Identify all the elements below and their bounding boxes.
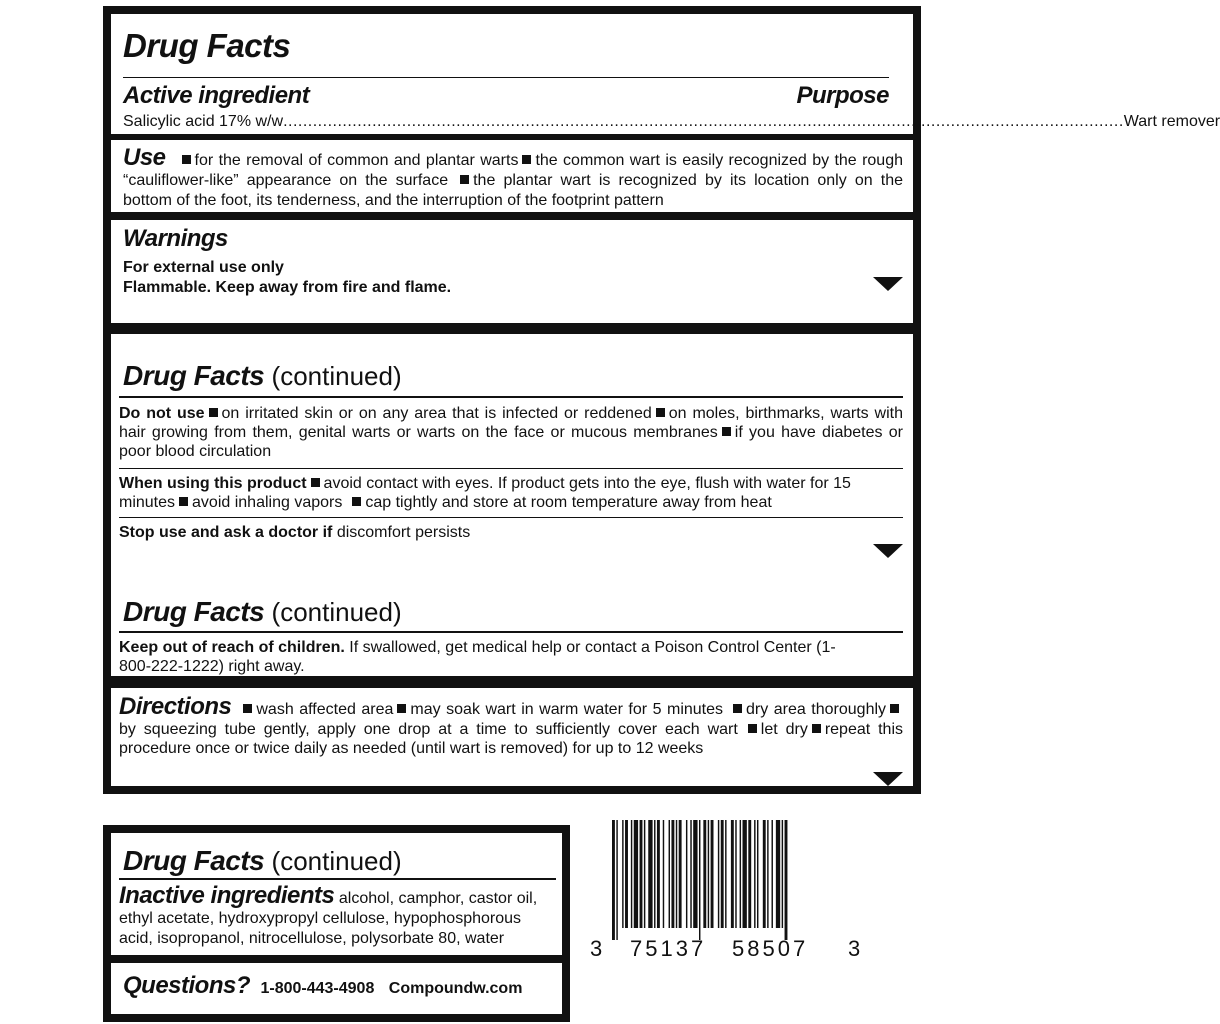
drug-facts-bottom-panel xyxy=(103,825,570,1022)
continue-arrow-icon xyxy=(873,772,903,786)
barcode-bar xyxy=(622,820,623,928)
barcode-bar xyxy=(657,820,660,928)
continued-title-text: Drug Facts xyxy=(123,360,265,391)
barcode-bar xyxy=(671,820,674,928)
barcode-bars xyxy=(612,820,842,940)
barcode-bar xyxy=(625,820,628,928)
warnings-line-1: For external use only xyxy=(123,259,284,276)
directions-text xyxy=(119,694,903,758)
barcode-bar xyxy=(785,820,788,940)
continue-arrow-icon xyxy=(873,544,903,558)
barcode-bar xyxy=(616,820,617,940)
bullet-icon xyxy=(748,724,757,733)
barcode-bar xyxy=(711,820,714,928)
barcode-bar xyxy=(631,820,632,928)
do-not-use-item: on moles, birthmarks, warts with hair growing from them, genital warts or warts on the face or mucous membranes xyxy=(119,405,904,441)
continued-warnings-section xyxy=(111,334,913,676)
bullet-icon xyxy=(890,704,899,713)
barcode-bar xyxy=(654,820,655,928)
directions-item: may soak wart in warm water for 5 minutes xyxy=(410,701,724,718)
directions-item: wash affected area xyxy=(256,701,394,718)
barcode-bar xyxy=(743,820,747,928)
active-ingredient-name: Salicylic acid 17% w/w xyxy=(123,113,284,130)
inactive-text xyxy=(119,883,554,949)
use-section xyxy=(111,140,913,212)
questions-phone: 1-800-443-4908 xyxy=(260,980,375,997)
use-item: the plantar wart is recognized by its location only on the bottom of the foot, its tenderness, and the interruption of the footprint pattern xyxy=(123,172,904,209)
do-not-use-item: if you have diabetes or poor blood circulation xyxy=(119,424,903,460)
barcode-bar xyxy=(612,820,615,940)
stop-use-label: Stop use and ask a doctor if xyxy=(119,524,333,541)
barcode-bar xyxy=(640,820,643,928)
bullet-icon xyxy=(243,704,252,713)
barcode-bar xyxy=(772,820,773,928)
when-using-item: avoid contact with eyes. If product gets into the eye, flush with water for 15 minutes xyxy=(119,475,851,511)
barcode-bar xyxy=(703,820,706,928)
directions-section xyxy=(111,688,913,786)
use-item: for the removal of common and plantar warts xyxy=(194,152,519,169)
barcode-bar xyxy=(735,820,736,928)
do-not-use-rule xyxy=(119,468,903,469)
barcode-bar xyxy=(644,820,645,928)
bullet-icon xyxy=(656,408,665,417)
stop-use-text xyxy=(119,523,903,542)
leader-dots: .......................................................................................................................................................................... xyxy=(283,113,1124,130)
drug-facts-main-panel xyxy=(103,6,1220,794)
continued-title-3 xyxy=(123,843,402,879)
when-using-item: avoid inhaling vapors xyxy=(192,494,343,511)
continued-rule xyxy=(119,631,903,633)
page-title: Drug Facts xyxy=(123,27,291,64)
bullet-icon xyxy=(522,155,531,164)
barcode-bar xyxy=(782,820,783,928)
active-ingredient-heading: Active ingredient xyxy=(123,82,310,109)
barcode-bar xyxy=(708,820,709,928)
barcode-bar xyxy=(748,820,751,928)
inactive-heading: Inactive ingredients xyxy=(119,882,335,909)
stop-use-condition: discomfort persists xyxy=(336,524,471,541)
barcode-bar xyxy=(731,820,734,928)
do-not-use-item: on irritated skin or on any area that is infected or reddened xyxy=(221,405,652,422)
use-heading: Use xyxy=(123,144,166,171)
active-ingredient-row xyxy=(123,112,1220,131)
bullet-icon xyxy=(397,704,406,713)
continued-label: (continued) xyxy=(271,846,402,876)
barcode-bar xyxy=(679,820,682,928)
barcode-bar xyxy=(763,820,766,928)
directions-item: dry area thoroughly xyxy=(746,701,887,718)
when-using-item: cap tightly and store at room temperature away from heat xyxy=(365,494,772,511)
bullet-icon xyxy=(182,155,191,164)
barcode-bar xyxy=(757,820,758,928)
inactive-list: alcohol, camphor, castor oil, ethyl acetate, hydroxypropyl cellulose, hypophosphorous acid, isopropanol, nitrocellulose, polysorbate 80, water xyxy=(119,890,538,947)
directions-item: let dry xyxy=(760,721,808,738)
continued-label: (continued) xyxy=(271,597,402,627)
barcode-group-1: 75137 xyxy=(630,936,707,961)
warnings-section xyxy=(111,220,913,323)
barcode-bar xyxy=(725,820,726,928)
keep-out-label: Keep out of reach of children. xyxy=(119,639,345,656)
directions-item: repeat this procedure once or twice daily as needed (until wart is removed) for up to 12 weeks xyxy=(119,721,903,757)
barcode-bar xyxy=(740,820,741,928)
barcode-group-2: 58507 xyxy=(732,936,809,961)
bullet-icon xyxy=(209,408,218,417)
continued-title-text: Drug Facts xyxy=(123,845,265,876)
when-using-text xyxy=(119,474,903,512)
barcode-left-digit: 3 xyxy=(590,936,606,961)
do-not-use-text xyxy=(119,404,903,461)
keep-out-body: If swallowed, get medical help or contact a Poison Control Center (1-800-222-1222) right away. xyxy=(119,639,836,675)
when-using-rule xyxy=(119,517,903,518)
active-ingredient-purpose: Wart remover xyxy=(1123,113,1220,130)
bullet-icon xyxy=(460,175,469,184)
barcode-bar xyxy=(699,820,700,940)
barcode xyxy=(590,820,864,961)
active-ingredient-section xyxy=(111,14,1220,134)
bullet-icon xyxy=(179,497,188,506)
questions-section xyxy=(111,963,562,1014)
directions-heading: Directions xyxy=(119,693,232,720)
questions-heading: Questions? xyxy=(123,972,251,999)
bullet-icon xyxy=(812,724,821,733)
bullet-icon xyxy=(352,497,361,506)
continue-arrow-icon xyxy=(873,277,903,291)
barcode-bar xyxy=(648,820,652,928)
continued-label: (continued) xyxy=(271,361,402,391)
warnings-line-2: Flammable. Keep away from fire and flame. xyxy=(123,279,452,296)
barcode-bar xyxy=(686,820,687,928)
bullet-icon xyxy=(733,704,742,713)
bullet-icon xyxy=(311,478,320,487)
barcode-bar xyxy=(754,820,755,928)
bullet-icon xyxy=(722,427,731,436)
do-not-use-label: Do not use xyxy=(119,405,205,422)
when-using-label: When using this product xyxy=(119,475,307,492)
questions-website: Compoundw.com xyxy=(388,980,523,997)
keep-out-text xyxy=(119,638,853,676)
barcode-bar xyxy=(767,820,768,928)
purpose-heading: Purpose xyxy=(796,82,889,109)
barcode-bar xyxy=(676,820,677,928)
title-rule xyxy=(123,77,889,78)
directions-item: by squeezing tube gently, apply one drop at a time to sufficiently cover each wart xyxy=(119,721,738,738)
barcode-bar xyxy=(776,820,780,928)
inactive-section xyxy=(111,833,562,955)
continued-title-1 xyxy=(123,358,402,394)
questions-row xyxy=(123,973,522,999)
barcode-bar xyxy=(721,820,724,928)
barcode-bar xyxy=(663,820,664,928)
continued-rule xyxy=(119,878,556,880)
barcode-bar xyxy=(693,820,697,928)
use-text xyxy=(123,145,903,211)
barcode-bar xyxy=(634,820,638,928)
use-item: the common wart is easily recognized by the rough “cauliflower-like” appearance on the surface xyxy=(123,152,903,189)
warnings-heading: Warnings xyxy=(123,225,228,252)
barcode-bar xyxy=(669,820,670,928)
barcode-bar xyxy=(690,820,691,928)
barcode-right-digit: 3 xyxy=(848,936,864,961)
barcode-bar xyxy=(718,820,719,928)
continued-rule xyxy=(119,396,903,398)
continued-title-2 xyxy=(123,594,402,630)
continued-title-text: Drug Facts xyxy=(123,596,265,627)
